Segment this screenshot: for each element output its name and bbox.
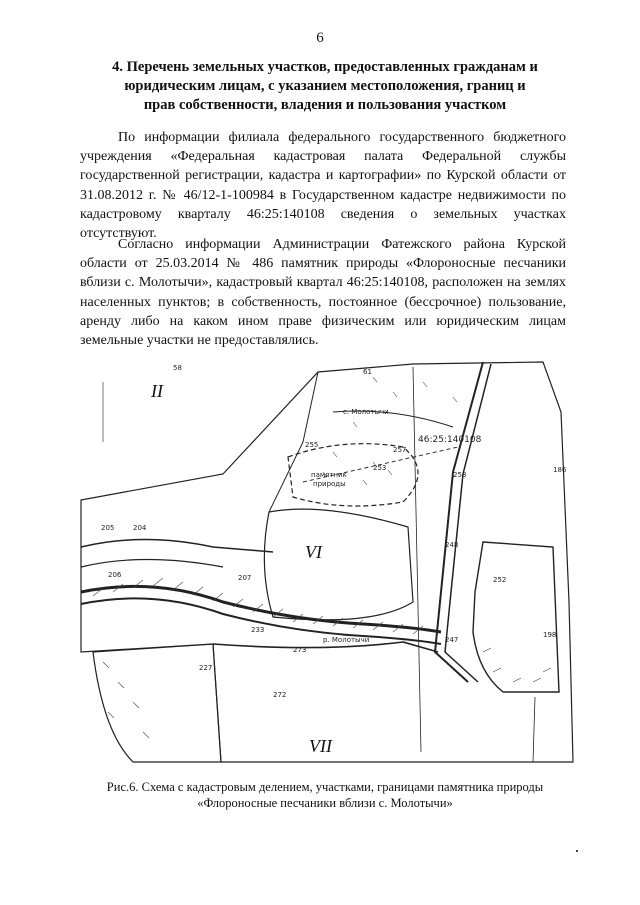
paragraph-administration-info: Согласно информации Администрации Фатежского района Курской области от 25.03.2014 № 486 памятник природы «Флороносные песчаники вблизи с. Молотычи», кадастровый квартал 46:25:140108, расположен на землях населенных пунктов; в собственность, постоянное (бессрочное) пользование, аренду либо на каком ином праве физическим или юридическим лицам земельные участки не предоставлялись. [80,237,566,349]
parcel-block-east [473,542,559,692]
quarter-numeral-ii: II [151,381,163,401]
parcel-block-southwest [93,644,221,762]
parcel-block-central [264,509,413,620]
parcel-number: 252 [493,576,507,584]
quarter-numeral-vi: VI [305,542,322,562]
caption-line-2: «Флороносные песчаники вблизи с. Молотычи» [197,796,453,810]
parcel-number: 206 [108,571,122,579]
parcel-number: 205 [101,524,115,532]
parcel-number: 272 [273,691,287,699]
road-main [435,362,483,682]
heading-line-3: прав собственности, владения и пользования участком [143,97,507,113]
parcel-number: 273 [293,646,307,654]
parcel-number: 258 [453,471,467,479]
quarter-numeral-vii: VII [309,736,332,756]
caption-line-1: Рис.6. Схема с кадастровым делением, участками, границами памятника природы [106,780,544,794]
parcel-number: 227 [199,664,213,672]
parcel-number: 58 [173,364,182,372]
parcel-number: 198 [543,631,557,639]
map-frame [81,362,573,762]
village-label: с. Молотычи [343,408,389,416]
parcel-number: 255 [305,441,319,449]
page-number: 6 [316,30,324,46]
heading-line-1: 4. Перечень земельных участков, предоставленных гражданам и [112,59,538,75]
stream-label: р. Молотычи [323,636,370,644]
parcel-number: 204 [133,524,147,532]
figure-caption [70,779,580,811]
paragraph-cadastre-info: По информации филиала федерального государственного бюджетного учреждения «Федеральная кадастровая палата Федеральной службы государственной регистрации, кадастра и картографии» по Курской области от 31.08.2012 г. № 46/12-1-100984 в Государственном кадастре недвижимости по кадастровому кварталу 46:25:140108 сведения о земельных участках отсутствуют. [80,130,566,242]
cadastral-quarter-label: 46:25:140108 [418,435,482,445]
section-heading [80,58,570,115]
cadastral-map [73,352,583,772]
scan-speck [576,850,578,852]
parcel-number: 247 [445,636,459,644]
parcel-number: 207 [238,574,252,582]
parcel-number: 61 [363,368,372,376]
parcel-number: 253 [373,464,387,472]
monument-label-2: природы [313,480,346,488]
parcel-number: 233 [251,626,265,634]
heading-line-2: юридическим лицам, с указанием местоположения, границ и [124,78,526,94]
parcel-number: 186 [553,466,567,474]
parcel-number: 248 [445,541,459,549]
parcel-number: 257 [393,446,407,454]
monument-label-1: памятник [311,471,347,479]
